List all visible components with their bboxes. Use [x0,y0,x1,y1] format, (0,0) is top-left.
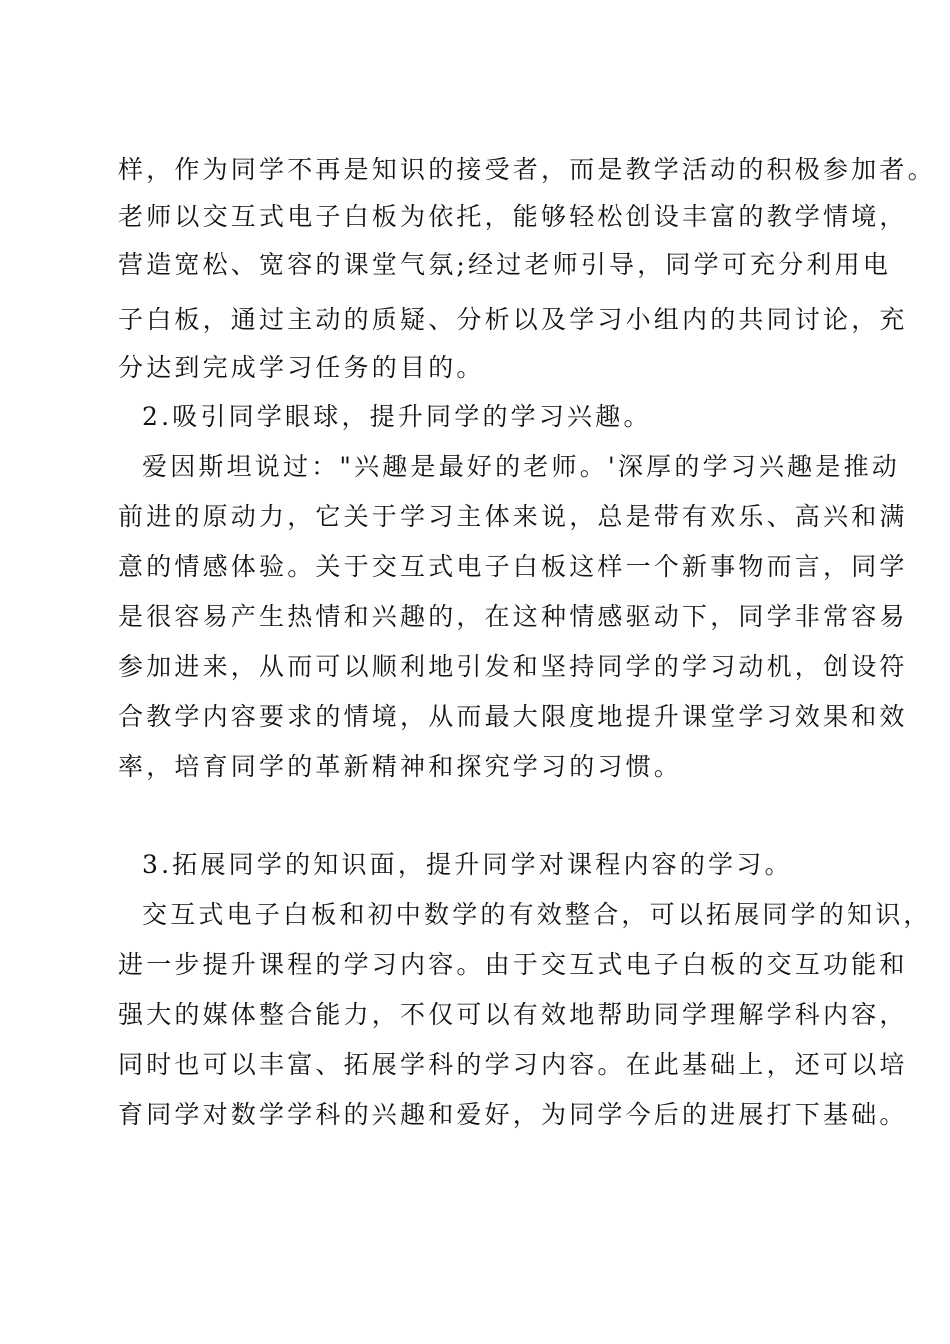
paragraph-line: 样，作为同学不再是知识的接受者，而是教学活动的积极参加者。 [118,155,936,184]
paragraph-line: 同时也可以丰富、拓展学科的学习内容。在此基础上，还可以培 [118,1050,908,1079]
paragraph-line: 是很容易产生热情和兴趣的，在这种情感驱动下，同学非常容易 [118,602,908,631]
paragraph-line: 前进的原动力，它关于学习主体来说，总是带有欢乐、高兴和满 [118,502,908,531]
paragraph-line: 率，培育同学的革新精神和探究学习的习惯。 [118,752,683,781]
paragraph-line: 意的情感体验。关于交互式电子白板这样一个新事物而言，同学 [118,552,908,581]
paragraph-line: 爱因斯坦说过："兴趣是最好的老师。'深厚的学习兴趣是推动 [142,452,900,481]
paragraph-line: 强大的媒体整合能力，不仅可以有效地帮助同学理解学科内容， [118,1000,908,1029]
paragraph-line: 营造宽松、宽容的课堂气氛;经过老师引导，同学可充分利用电 [118,250,892,279]
paragraph-line: 进一步提升课程的学习内容。由于交互式电子白板的交互功能和 [118,950,908,979]
paragraph-line: 子白板，通过主动的质疑、分析以及学习小组内的共同讨论，充 [118,305,908,334]
section-heading-3: 3.拓展同学的知识面，提升同学对课程内容的学习。 [142,850,793,879]
paragraph-line: 交互式电子白板和初中数学的有效整合，可以拓展同学的知识， [142,900,932,929]
section-heading-2: 2.吸引同学眼球，提升同学的学习兴趣。 [142,402,652,431]
paragraph-line: 分达到完成学习任务的目的。 [118,353,485,382]
paragraph-line: 参加进来，从而可以顺利地引发和坚持同学的学习动机，创设符 [118,652,908,681]
paragraph-line: 育同学对数学学科的兴趣和爱好，为同学今后的进展打下基础。 [118,1100,908,1129]
paragraph-line: 老师以交互式电子白板为依托，能够轻松创设丰富的教学情境， [118,202,908,231]
paragraph-line: 合教学内容要求的情境，从而最大限度地提升课堂学习效果和效 [118,702,908,731]
